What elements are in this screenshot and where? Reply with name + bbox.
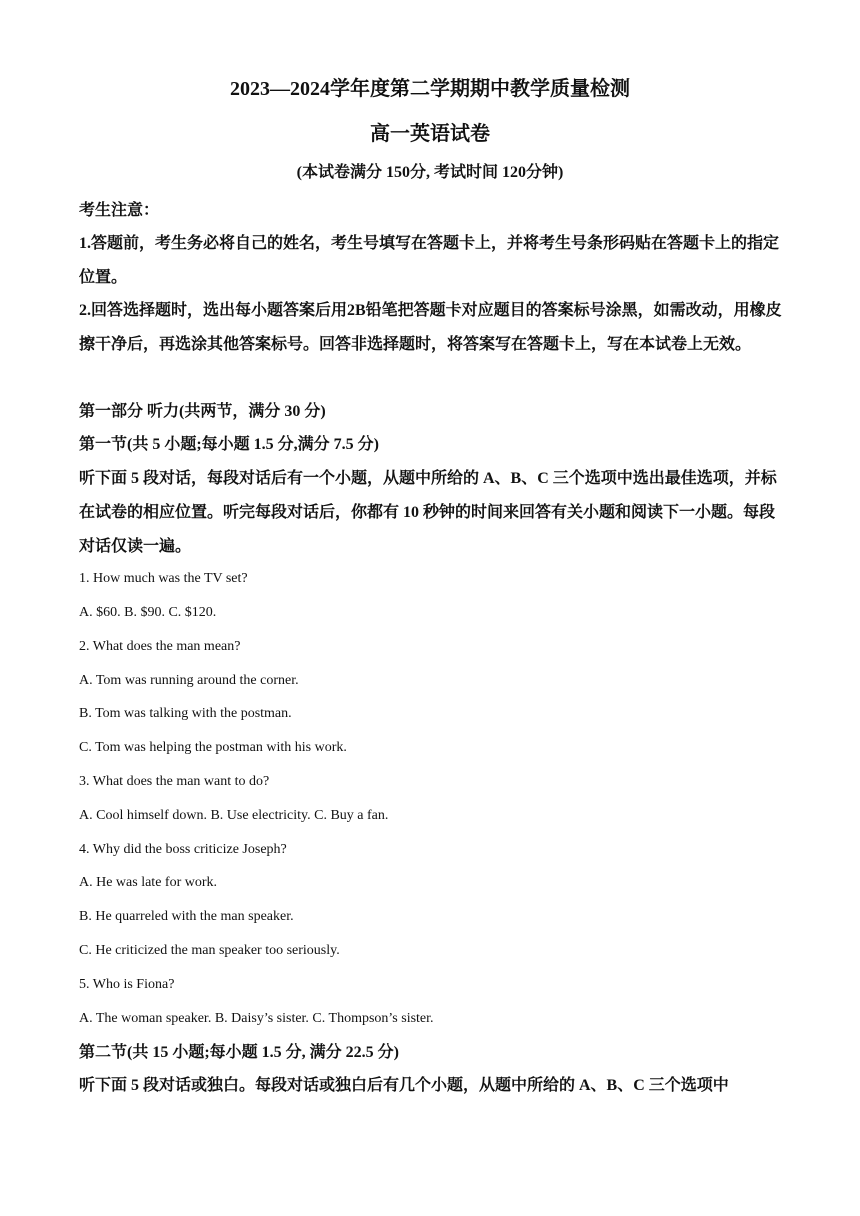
notice-item-1-number: 1. — [79, 235, 91, 252]
question-line: 5. Who is Fiona? — [79, 977, 175, 992]
notice-item-2-number: 2. — [79, 302, 91, 319]
question-line: A. Tom was running around the corner. — [79, 673, 299, 688]
section2-heading: 第二节(共 15 小题;每小题 1.5 分, 满分 22.5 分) — [79, 1044, 399, 1061]
question-line: B. He quarreled with the man speaker. — [79, 909, 294, 924]
exam-title: 2023—2024学年度第二学期期中教学质量检测 — [230, 78, 630, 100]
question-line: 1. How much was the TV set? — [79, 571, 248, 586]
part1-heading: 第一部分 听力(共两节，满分 30 分) — [79, 403, 326, 420]
section2-instructions: 听下面 5 段对话或独白。每段对话或独白后有几个小题，从题中所给的 A、B、C 三个选项中 — [79, 1077, 729, 1094]
question-line: B. Tom was talking with the postman. — [79, 706, 292, 721]
exam-score-time-note: (本试卷满分 150分, 考试时间 120分钟) — [296, 164, 564, 181]
notice-item-2-text: 回答选择题时，选出每小题答案后用2B铅笔把答题卡对应题目的答案标号涂黑，如需改动，用橡皮擦干净后，再选涂其他答案标号。回答非选择题时，将答案写在答题卡上，写在本试卷上无效。 — [79, 302, 782, 353]
question-line: 4. Why did the boss criticize Joseph? — [79, 842, 287, 857]
question-line: A. Cool himself down. B. Use electricity. C. Buy a fan. — [79, 808, 389, 823]
question-line: A. He was late for work. — [79, 875, 218, 890]
notice-item-1 — [79, 227, 784, 295]
question-line: C. He criticized the man speaker too seriously. — [79, 943, 340, 958]
notice-item-1-text: 答题前，考生务必将自己的姓名，考生号填写在答题卡上，并将考生号条形码贴在答题卡上的指定位置。 — [79, 235, 780, 286]
notice-item-2 — [79, 294, 784, 362]
section1-heading: 第一节(共 5 小题;每小题 1.5 分,满分 7.5 分) — [79, 436, 379, 453]
question-line: 3. What does the man want to do? — [79, 774, 270, 789]
question-line: A. The woman speaker. B. Daisy’s sister. C. Thompson’s sister. — [79, 1011, 434, 1026]
section1-instructions: 听下面 5 段对话，每段对话后有一个小题，从题中所给的 A、B、C 三个选项中选出最佳选项，并标在试卷的相应位置。听完每段对话后，你都有 10 秒钟的时间来回答有关小题和阅读下一小题。每段对话仅读一遍。 — [79, 470, 777, 555]
notice-heading: 考生注意： — [79, 202, 160, 219]
question-line: C. Tom was helping the postman with his work. — [79, 740, 347, 755]
exam-subtitle: 高一英语试卷 — [370, 123, 490, 145]
question-line: 2. What does the man mean? — [79, 639, 241, 654]
question-line: A. $60. B. $90. C. $120. — [79, 605, 217, 620]
